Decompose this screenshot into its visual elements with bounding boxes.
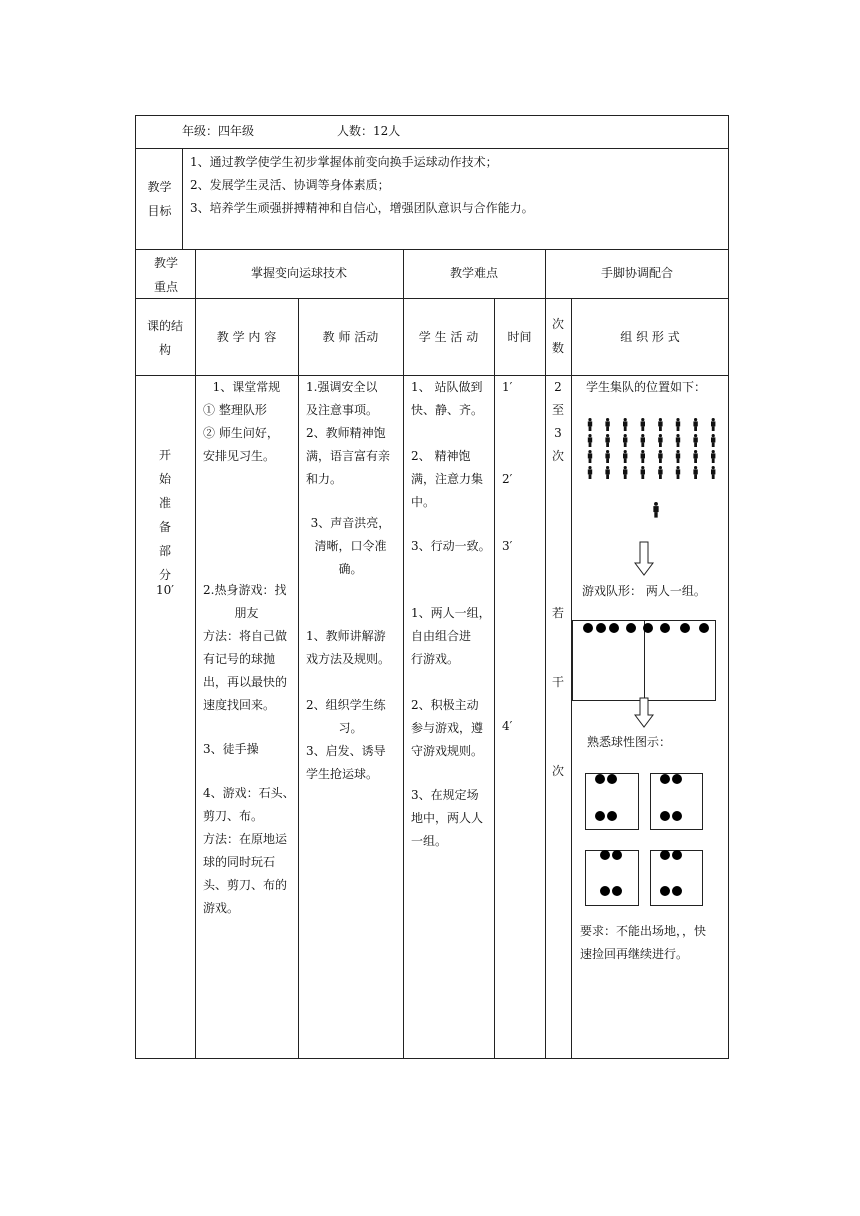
content-line: 方法：在原地运	[203, 832, 288, 846]
student-figure-icon	[711, 466, 715, 479]
student-figure-icon	[623, 418, 627, 431]
student-line: 中。	[411, 495, 436, 509]
row-divider	[135, 249, 729, 250]
student-line: 2、积极主动	[411, 698, 479, 712]
student-figure-icon	[641, 434, 645, 447]
row-divider	[135, 298, 729, 299]
times-char: 2	[554, 380, 562, 394]
ball-dot	[660, 850, 670, 860]
student-figure-icon	[693, 450, 697, 463]
ball-dot	[672, 774, 682, 784]
content-line: 1、课堂常规	[212, 380, 281, 394]
grade-text: 年级：四年级	[182, 124, 255, 138]
student-figure-icon	[676, 418, 680, 431]
student-figure-icon	[711, 434, 715, 447]
organization-line: 熟悉球性图示：	[587, 735, 672, 749]
times-char: 3	[554, 426, 562, 440]
player-dot	[699, 623, 709, 633]
organization-line: 学生集队的位置如下：	[586, 380, 707, 394]
student-line: 1、两人一组，	[411, 606, 491, 620]
student-figure-icon	[658, 450, 662, 463]
col-divider	[494, 298, 495, 1059]
content-line: 剪刀、布。	[203, 809, 264, 823]
student-figure-icon	[588, 418, 592, 431]
teacher-line: 2、组织学生练	[306, 698, 386, 712]
col-header-time: 时间	[507, 330, 532, 344]
objective-item: 2、发展学生灵活、协调等身体素质；	[190, 178, 390, 192]
student-line: 快、静、齐。	[411, 403, 484, 417]
teacher-line: 3、启发、诱导	[306, 744, 386, 758]
teacher-line: 及注意事项。	[306, 403, 379, 417]
objective-item: 1、通过教学使学生初步掌握体前变向换手运球动作技术；	[190, 155, 498, 169]
count-text: 人数：12人	[337, 124, 401, 138]
content-line: 3、徒手操	[203, 742, 259, 756]
student-line: 一组。	[411, 834, 448, 848]
student-line: 1、 站队做到	[411, 380, 483, 394]
student-line: 2、 精神饱	[411, 449, 471, 463]
teacher-line: 和力。	[306, 472, 343, 486]
student-figure-icon	[676, 466, 680, 479]
content-line: ① 整理队形	[203, 403, 267, 417]
student-figure-icon	[605, 434, 609, 447]
student-figure-icon	[623, 466, 627, 479]
teacher-line: 满，语言富有亲	[306, 449, 391, 463]
teacher-line: 2、教师精神饱	[306, 426, 386, 440]
student-figure-icon	[658, 418, 662, 431]
row-divider	[135, 148, 729, 149]
student-line: 行游戏。	[411, 652, 460, 666]
ball-dot	[607, 774, 617, 784]
student-figure-icon	[588, 450, 592, 463]
student-figure-icon	[588, 434, 592, 447]
player-dot	[680, 623, 690, 633]
col-divider	[195, 249, 196, 1059]
time-value: 3′	[502, 539, 513, 553]
col-divider	[182, 148, 183, 249]
col-header-teacher: 教 师 活动	[322, 330, 379, 344]
col-divider	[545, 249, 546, 1059]
ball-dot	[672, 850, 682, 860]
content-line: 速度找回来。	[203, 698, 276, 712]
student-figure-icon	[641, 418, 645, 431]
organization-line: 要求：不能出场地，，快	[580, 924, 707, 938]
student-formation-diagram	[575, 415, 735, 525]
teacher-line: 1、教师讲解游	[306, 629, 386, 643]
content-line: ② 师生问好，	[203, 426, 279, 440]
down-arrow-icon	[634, 697, 654, 729]
content-line: 4、游戏：石头、	[203, 786, 295, 800]
student-line: 守游戏规则。	[411, 744, 484, 758]
down-arrow-icon	[634, 541, 654, 577]
student-line: 满，注意力集	[411, 472, 484, 486]
times-char: 干	[551, 675, 564, 689]
content-line: 方法：将自己做	[203, 629, 288, 643]
student-figure-icon	[676, 450, 680, 463]
times-char: 次	[551, 764, 564, 778]
content-line: 头、剪刀、布的	[203, 878, 288, 892]
section-label: 开始准备部分	[158, 448, 171, 582]
objectives-label: 教学目标	[147, 180, 172, 218]
player-dot	[596, 623, 606, 633]
teacher-line: 学生抢运球。	[306, 767, 379, 781]
time-value: 2′	[502, 472, 513, 486]
ball-dot	[660, 811, 670, 821]
student-line: 地中，两人人	[411, 811, 484, 825]
time-value: 4′	[502, 719, 513, 733]
student-figure-icon	[623, 434, 627, 447]
ball-dot	[595, 811, 605, 821]
col-header-structure: 课的结构	[147, 319, 184, 357]
ball-dot	[672, 811, 682, 821]
player-dot	[583, 623, 593, 633]
student-figure-icon	[588, 466, 592, 479]
student-figure-icon	[653, 502, 658, 518]
player-dot	[609, 623, 619, 633]
teacher-line: 清晰，口令准	[314, 539, 387, 553]
student-figure-icon	[641, 466, 645, 479]
student-figure-icon	[605, 418, 609, 431]
teacher-line: 戏方法及规则。	[306, 652, 391, 666]
ball-dot	[672, 886, 682, 896]
ball-dot	[600, 886, 610, 896]
content-line: 朋友	[234, 606, 259, 620]
organization-line: 游戏队形： 两人一组。	[582, 584, 706, 598]
student-figure-icon	[693, 466, 697, 479]
time-value: 1′	[502, 380, 513, 394]
times-char: 若	[551, 606, 564, 620]
col-header-student: 学 生 活 动	[418, 330, 479, 344]
col-header-content: 教 学 内 容	[216, 330, 277, 344]
organization-line: 速捡回再继续进行。	[580, 947, 689, 961]
student-line: 参与游戏，遵	[411, 721, 484, 735]
student-figure-icon	[693, 418, 697, 431]
ball-dot	[660, 774, 670, 784]
player-dot	[660, 623, 670, 633]
student-figure-icon	[641, 450, 645, 463]
content-line: 安排见习生。	[203, 449, 276, 463]
content-line: 有记号的球抛	[203, 652, 276, 666]
ball-dot	[595, 774, 605, 784]
student-figure-icon	[658, 466, 662, 479]
teacher-line: 3、声音洪亮，	[310, 516, 391, 530]
section-duration: 10′	[156, 583, 174, 597]
teacher-line: 确。	[338, 562, 363, 576]
difficulty-label: 教学难点	[449, 266, 498, 280]
content-line: 2.热身游戏：找	[203, 583, 287, 597]
teacher-line: 习。	[338, 721, 363, 735]
teacher-line: 1.强调安全以	[306, 380, 378, 394]
ball-dot	[660, 886, 670, 896]
objective-item: 3、培养学生顽强拼搏精神和自信心，增强团队意识与合作能力。	[190, 201, 534, 215]
times-char: 次	[551, 449, 564, 463]
times-char: 至	[551, 403, 564, 417]
student-figure-icon	[693, 434, 697, 447]
player-dot	[626, 623, 636, 633]
ball-dot	[600, 850, 610, 860]
student-line: 3、在规定场	[411, 788, 479, 802]
ball-dot	[607, 811, 617, 821]
student-line: 自由组合进	[411, 629, 472, 643]
focus-label: 教学重点	[153, 256, 178, 294]
col-header-organization: 组 织 形 式	[620, 330, 680, 344]
student-figure-icon	[711, 418, 715, 431]
focus-text: 掌握变向运球技术	[250, 266, 347, 280]
content-line: 游戏。	[203, 901, 240, 915]
student-figure-icon	[658, 434, 662, 447]
student-figure-icon	[605, 450, 609, 463]
student-figure-icon	[605, 466, 609, 479]
content-line: 球的同时玩石	[203, 855, 276, 869]
col-header-times: 次数	[551, 317, 564, 355]
ball-drill-square	[585, 850, 639, 906]
student-line: 3、行动一致。	[411, 539, 491, 553]
player-dot	[643, 623, 653, 633]
student-figure-icon	[711, 450, 715, 463]
student-figure-icon	[623, 450, 627, 463]
ball-dot	[612, 886, 622, 896]
col-divider	[403, 249, 404, 1059]
col-divider	[298, 298, 299, 1059]
content-line: 出，再以最快的	[203, 675, 288, 689]
ball-dot	[612, 850, 622, 860]
student-figure-icon	[676, 434, 680, 447]
difficulty-text: 手脚协调配合	[600, 266, 673, 280]
